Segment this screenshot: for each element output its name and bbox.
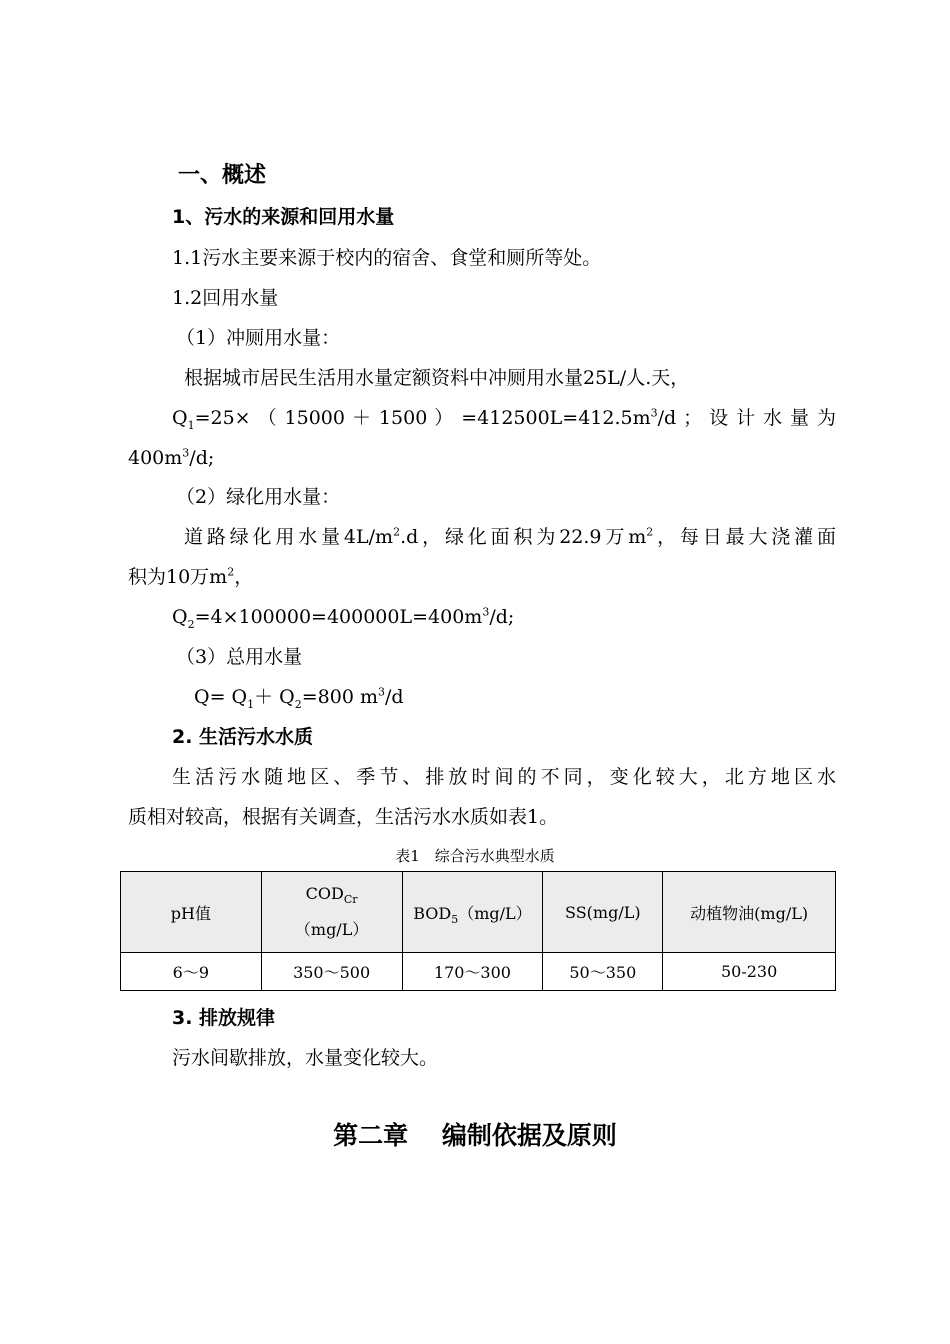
header-cod-label: COD xyxy=(305,884,344,903)
water-quality-table xyxy=(120,871,836,991)
cell-cod: 350～500 xyxy=(261,953,402,991)
formula-q2 xyxy=(172,605,514,629)
subsection-title-sources: 1、污水的来源和回用水量 xyxy=(172,206,395,228)
subsection-title-discharge: 3. 排放规律 xyxy=(172,1007,276,1029)
discharge-text: 污水间歇排放，水量变化较大。 xyxy=(172,1047,439,1069)
greening-text-sup-3: 2 xyxy=(227,565,235,579)
cell-ph: 6～9 xyxy=(121,953,262,991)
formula-q1-subscript: 1 xyxy=(187,418,195,432)
item-total-water-title: （3）总用水量 xyxy=(176,646,303,668)
chapter-heading: 第二章 编制依据及原则 xyxy=(333,1121,617,1150)
formula-total-part-c: =800 m xyxy=(301,686,378,708)
formula-q-total xyxy=(194,685,404,709)
header-bod-label: BOD xyxy=(413,903,452,923)
formula-q1-design-superscript: 3 xyxy=(182,446,190,460)
subsection-title-water-quality: 2. 生活污水水质 xyxy=(172,726,314,748)
section-heading-overview: 一、概述 xyxy=(178,163,267,188)
item-greening-water-title: （2）绿化用水量： xyxy=(176,486,341,508)
formula-q1-design-unit: /d; xyxy=(189,447,215,469)
header-ss: SS(mg/L) xyxy=(543,872,663,953)
header-oil: 动植物油(mg/L) xyxy=(663,872,836,953)
table-caption: 表1 综合污水典型水质 xyxy=(395,847,555,865)
table-header-row xyxy=(121,872,836,953)
formula-q1-expression: =25× （ 15000 ＋ 1500 ） =412500L=412.5m xyxy=(194,407,651,429)
header-cod xyxy=(261,872,402,953)
water-quality-text-line-1: 生活污水随地区、季节、排放时间的不同，变化较大，北方地区水 xyxy=(172,766,836,788)
formula-q2-superscript: 3 xyxy=(482,605,490,619)
formula-q1 xyxy=(172,406,836,430)
formula-q1-continued xyxy=(128,446,214,470)
item-toilet-water-title: （1）冲厕用水量： xyxy=(176,327,341,349)
formula-q1-symbol: Q xyxy=(172,407,188,429)
formula-q2-expression: =4×100000=400000L=400m xyxy=(194,606,483,628)
cell-bod: 170～300 xyxy=(402,953,543,991)
item-greening-water-text xyxy=(184,525,836,549)
item-greening-water-text-continued xyxy=(128,565,253,589)
header-bod-subscript: 5 xyxy=(451,912,459,926)
greening-text-part-a: 道路绿化用水量4L/m xyxy=(184,526,394,548)
formula-q2-unit: /d; xyxy=(489,606,515,628)
header-cod-unit: （mg/L） xyxy=(294,920,369,939)
header-bod-unit: （mg/L） xyxy=(458,903,532,923)
item-toilet-water-text: 根据城市居民生活用水量定额资料中冲厕用水量25L/人.天， xyxy=(184,367,690,389)
formula-q1-superscript: 3 xyxy=(650,406,658,420)
paragraph-1-2: 1.2回用水量 xyxy=(172,287,279,309)
formula-total-unit: /d xyxy=(385,686,404,708)
header-cod-subscript: Cr xyxy=(343,893,358,907)
formula-q2-subscript: 2 xyxy=(187,617,195,631)
formula-total-part-a: Q= Q xyxy=(194,686,248,708)
cell-ss: 50～350 xyxy=(543,953,663,991)
water-quality-text-line-2: 质相对较高，根据有关调查，生活污水水质如表1。 xyxy=(128,806,559,828)
formula-q2-symbol: Q xyxy=(172,606,188,628)
greening-text-sup-1: 2 xyxy=(393,525,401,539)
formula-total-superscript: 3 xyxy=(378,685,385,699)
formula-total-sub-1: 1 xyxy=(247,697,255,711)
formula-total-part-b: ＋ Q xyxy=(254,686,295,708)
formula-q1-design-value: 400m xyxy=(128,447,183,469)
table-row xyxy=(121,953,836,991)
header-ph: pH值 xyxy=(121,872,262,953)
greening-text-part-c: ，每日最大浇灌面 xyxy=(653,526,836,548)
paragraph-1-1: 1.1污水主要来源于校内的宿舍、食堂和厕所等处。 xyxy=(172,247,602,269)
header-bod xyxy=(402,872,543,953)
formula-total-sub-2: 2 xyxy=(294,697,302,711)
greening-text-part-e: ， xyxy=(234,566,254,588)
cell-oil: 50-230 xyxy=(663,953,836,991)
greening-text-sup-2: 2 xyxy=(646,525,654,539)
greening-text-part-b: .d，绿化面积为22.9万m xyxy=(400,526,647,548)
greening-text-part-d: 积为10万m xyxy=(128,566,228,588)
formula-q1-design: /d ； 设 计 水 量 为 xyxy=(657,407,836,429)
